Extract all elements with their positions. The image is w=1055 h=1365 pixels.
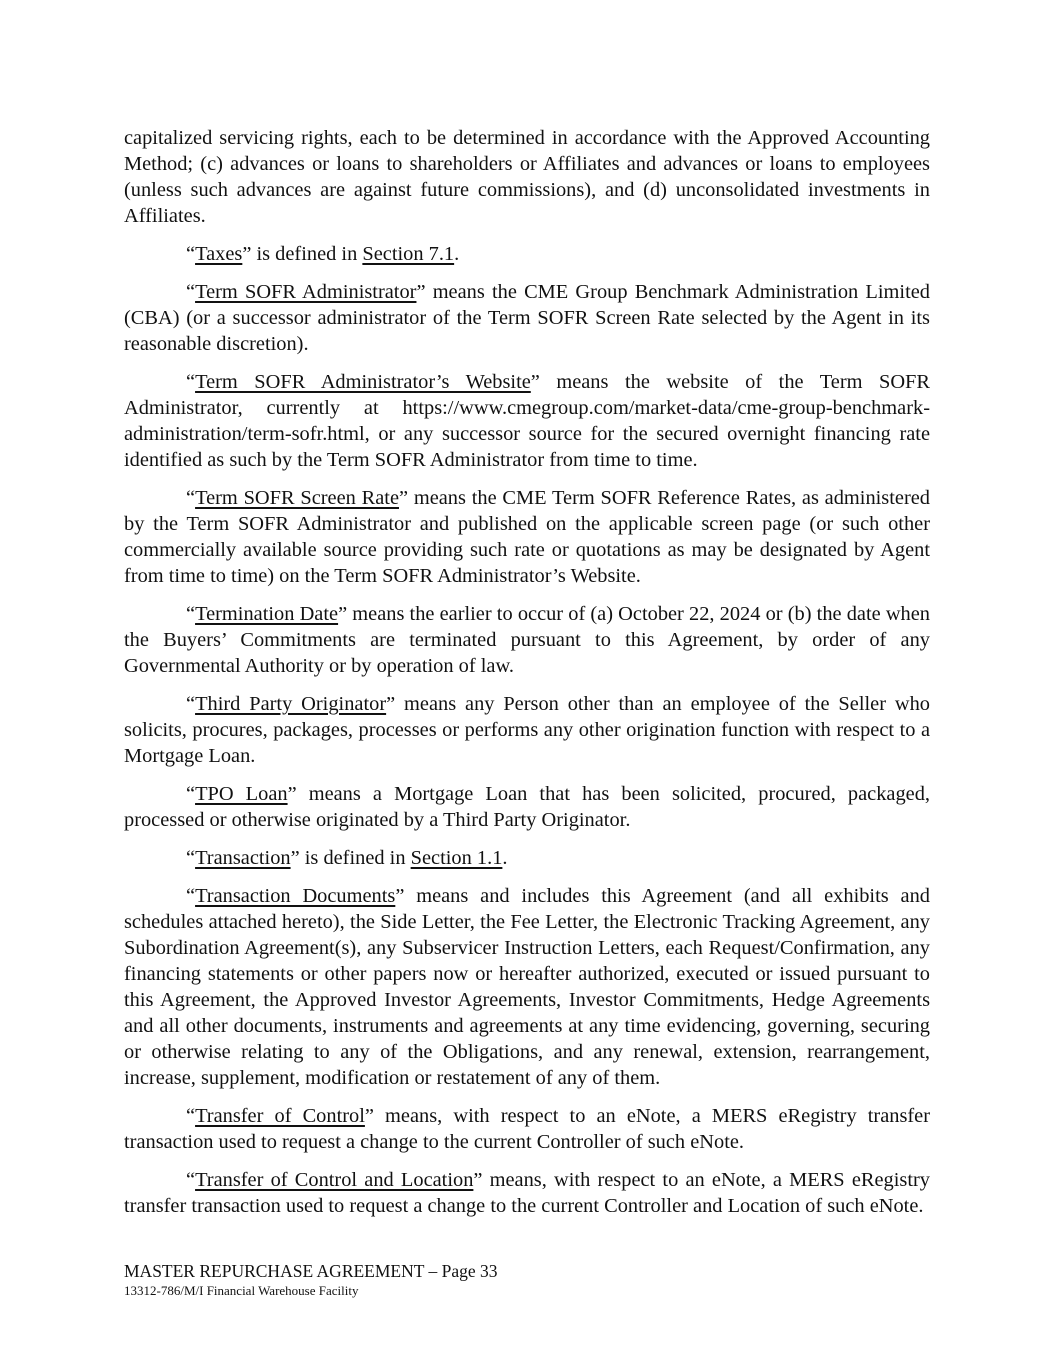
paragraph [124, 781, 930, 833]
paragraph-text: ” means and includes this Agreement (and all exhibits and schedules attached hereto), the Side Letter, the Fee Letter, the Electronic Tracking Agreement, any Subordination Agreement(s), any Subservicer Instruction Letters, each Request/Confirmation, any financing statements or other papers now or hereafter authorized, executed or issued pursuant to this Agreement, the Approved Investor Agreements, Investor Commitments, Hedge Agreements and all other documents, instruments and agreements at any time evidencing, governing, securing or otherwise relating to any of the Obligations, and any renewal, extension, rearrangement, increase, supplement, modification or restatement of any of them. [124, 885, 930, 1089]
defined-term: Section 7.1 [362, 243, 455, 265]
paragraph [124, 241, 930, 267]
paragraph-text: . [502, 847, 508, 869]
paragraph-text: ” means any Person other than an employee of the Seller who solicits, procures, packages, processes or performs any other origination function with respect to a Mortgage Loan. [124, 693, 930, 767]
defined-term: Term SOFR Administrator’s Website [195, 371, 531, 393]
paragraph-text: “ [186, 693, 196, 715]
defined-term: Section 1.1 [410, 847, 503, 869]
paragraph-text: “ [186, 487, 196, 509]
paragraph-text: ” is defined in [242, 243, 363, 265]
paragraph [124, 691, 930, 769]
paragraph-text: capitalized servicing rights, each to be determined in accordance with the Approved Accounting Method; (c) advances or loans to shareholders or Affiliates and advances or loans to employees (unless such advances are against future commissions), and (d) unconsolidated investments in Affiliates. [124, 127, 930, 227]
paragraph [124, 279, 930, 357]
footer-matter-number: 13312-786/M/I Financial Warehouse Facility [124, 1283, 359, 1298]
paragraph [124, 601, 930, 679]
footer-document-title: MASTER REPURCHASE AGREEMENT – Page 33 [124, 1261, 498, 1281]
paragraph-text: ” means, with respect to an eNote, a MERS eRegistry transfer transaction used to request a change to the current Controller of such eNote. [124, 1105, 931, 1153]
paragraph [124, 845, 930, 871]
paragraph-text: ” means the CME Group Benchmark Administration Limited (CBA) (or a successor administrator of the Term SOFR Screen Rate selected by the Agent in its reasonable discretion). [124, 281, 930, 355]
paragraph [124, 125, 930, 229]
paragraph-text: ” means the CME Term SOFR Reference Rates, as administered by the Term SOFR Administrator and published on the applicable screen page (or such other commercially available source providing such rate or quotations as may be designated by Agent from time to time) on the Term SOFR Administrator’s Website. [124, 487, 930, 587]
defined-term: Taxes [195, 243, 243, 265]
paragraph-text: “ [186, 783, 196, 805]
paragraph [124, 883, 930, 1091]
defined-term: Transaction [195, 847, 291, 869]
defined-term: TPO Loan [195, 783, 288, 805]
paragraph-text: “ [186, 281, 196, 303]
paragraph-text: “ [186, 1169, 196, 1191]
paragraph-text: “ [186, 1105, 196, 1127]
paragraph [124, 1103, 930, 1155]
paragraph-text: “ [186, 243, 196, 265]
defined-term: Termination Date [195, 603, 339, 625]
paragraph [124, 485, 930, 589]
paragraph-text: ” means the earlier to occur of (a) October 22, 2024 or (b) the date when the Buyers’ Commitments are terminated pursuant to this Agreement, by order of any Governmental Authority or by operation of law. [124, 603, 930, 677]
defined-term: Transfer of Control [195, 1105, 365, 1127]
paragraph-text: “ [186, 847, 196, 869]
paragraph-text: . [454, 243, 460, 265]
document-body [124, 125, 930, 1219]
paragraph-text: “ [186, 603, 196, 625]
paragraph-text: ” means, with respect to an eNote, a MERS eRegistry transfer transaction used to request a change to the current Controller and Location of such eNote. [124, 1169, 930, 1217]
paragraph-text: “ [186, 371, 196, 393]
defined-term: Transfer of Control and Location [195, 1169, 474, 1191]
defined-term: Term SOFR Screen Rate [195, 487, 399, 509]
defined-term: Transaction Documents [195, 885, 396, 907]
paragraph [124, 369, 930, 473]
paragraph-text: ” is defined in [290, 847, 411, 869]
defined-term: Term SOFR Administrator [195, 281, 417, 303]
defined-term: Third Party Originator [195, 693, 387, 715]
paragraph-text: ” means the website of the Term SOFR Administrator, currently at https://www.cmegroup.com/market-data/cme-group-benchmark-administration/term-sofr.html, or any successor source for the secured overnight financing rate identified as such by the Term SOFR Administrator from time to time. [124, 371, 930, 471]
paragraph-text: “ [186, 885, 196, 907]
page-footer [124, 1261, 930, 1299]
paragraph [124, 1167, 930, 1219]
paragraph-text: ” means a Mortgage Loan that has been solicited, procured, packaged, processed or otherwise originated by a Third Party Originator. [124, 783, 930, 831]
